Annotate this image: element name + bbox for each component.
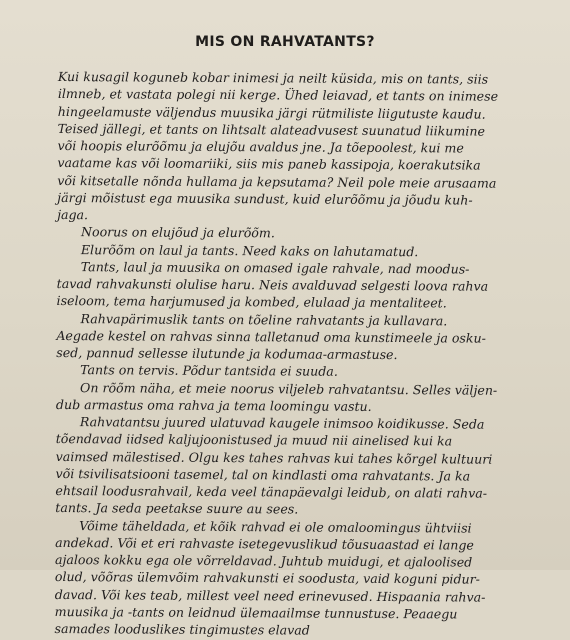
chapter-title: MIS ON RAHVATANTS? <box>195 34 375 50</box>
text-line: Teised jällegi, et tants on lihtsalt alateadvusest suunatud liikumine <box>57 120 485 139</box>
text-line: Võime täheldada, et kõik rahvad ei ole omaloomingus ühtviisi <box>79 517 472 536</box>
text-line: või tsivilisatsiooni tasemel, tal on kindlasti oma rahvatants. Ja ka <box>55 465 471 484</box>
text-line: Tants, laul ja muusika on omased igale rahvale, nad moodus- <box>80 258 470 277</box>
text-line: sed, pannud sellesse ilutunde ja kodumaa-armastuse. <box>56 344 398 363</box>
text-line: muusika ja -tants on leidnud ülemaailmse tunnustuse. Peaaegu <box>54 603 458 622</box>
text-line: tants. Ja seda peetakse suure au sees. <box>55 500 299 517</box>
text-line: Tants on tervis. Põdur tantsida ei suuda. <box>80 362 338 379</box>
text-line: Elurõõm on laul ja tants. Need kaks on lahutamatud. <box>80 241 419 259</box>
text-line: vaatame kas või loomariiki, siis mis paneb kassipoja, koerakutsika <box>57 155 481 173</box>
text-line: Kui kusagil koguneb kobar inimesi ja neilt küsida, mis on tants, siis <box>57 68 489 87</box>
body-text <box>55 68 548 640</box>
text-line: iseloom, tema harjumused ja kombed, elulaad ja mentaliteet. <box>56 293 447 311</box>
text-line: ajaloos kokku ega ole võrreldavad. Juhtub muidugi, et ajaloolised <box>54 551 473 570</box>
text-line: samades looduslikes tingimustes elavad <box>54 620 310 638</box>
text-line: davad. Või kes teab, millest veel need erinevused. Hispaania rahva- <box>54 586 486 605</box>
text-line: dub armastus oma rahva ja tema loomingu vastu. <box>55 396 372 414</box>
text-line: ehtsail loodusrahvail, keda veel tänapäevalgi leidub, on alati rahva- <box>55 482 488 501</box>
text-line: tõendavad iidsed kaljujoonistused ja muud nii ainelised kui ka <box>55 431 453 449</box>
text-line: olud, võõras ülemvõim rahvakunsti ei soodusta, vaid koguni pidur- <box>54 569 480 587</box>
text-line: tavad rahvakunsti olulise haru. Neis avalduvad selgesti loova rahva <box>56 275 489 294</box>
text-line: Aegade kestel on rahvas sinna talletanud oma kunstimeele ja osku- <box>56 327 486 346</box>
text-line: Rahvatantsu juured ulatuvad kaugele inimsoo koidikusse. Seda <box>79 414 485 432</box>
text-line: järgi mõistust ega muusika sundust, kuid elurõõmu ja jõudu kuh- <box>57 189 473 208</box>
text-line: Rahvapärimuslik tants on tõeline rahvatants ja kullavara. <box>80 310 448 328</box>
text-line: jaga. <box>57 206 89 223</box>
text-line: hingeelamuste väljendus muusika järgi rütmiliste liigutuste kaudu. <box>57 103 486 122</box>
text-line: ilmneb, et vastata polegi nii kerge. Ühed leiavad, et tants on inimese <box>57 86 499 104</box>
text-line: või hoopis elurõõmu ja elujõu avaldus jne. Ja tõepoolest, kui me <box>57 137 464 156</box>
text-line: andekad. Või et eri rahvaste isetegevuslikud tõusuaastad ei lange <box>55 534 474 553</box>
text-line: On rõõm näha, et meie noorus viljeleb rahvatantsu. Selles väljen- <box>80 379 498 398</box>
text-line: vaimsed mälestised. Olgu kes tahes rahvas kui tahes kõrgel kultuuri <box>55 448 493 467</box>
text-line: või kitsetalle nõnda hullama ja kepsutama? Neil pole meie arusaama <box>57 172 497 191</box>
text-line: Noorus on elujõud ja elurõõm. <box>80 224 275 241</box>
